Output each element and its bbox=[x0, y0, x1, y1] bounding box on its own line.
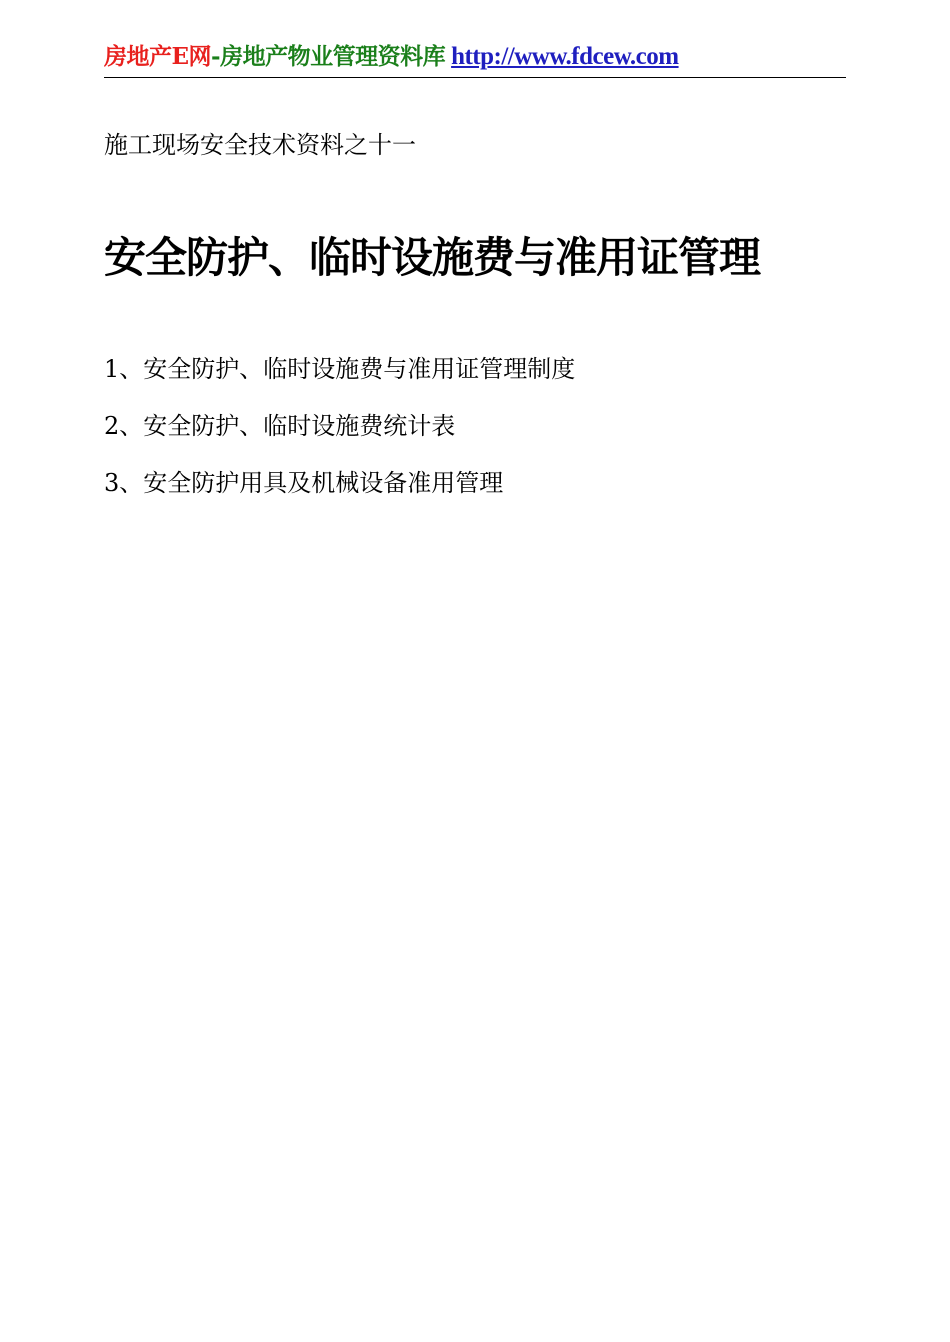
toc-item: 3、安全防护用具及机械设备准用管理 bbox=[104, 469, 504, 497]
toc-item: 1、安全防护、临时设施费与准用证管理制度 bbox=[104, 355, 576, 383]
site-name: 房地产E网 bbox=[104, 43, 212, 70]
header-separator: - bbox=[211, 43, 221, 70]
site-description: 房地产物业管理资料库 bbox=[220, 43, 446, 70]
header-line bbox=[104, 40, 846, 74]
table-of-contents bbox=[104, 352, 575, 523]
site-url-link[interactable]: http://www.fdcew.com bbox=[451, 43, 679, 70]
document-title: 安全防护、临时设施费与准用证管理 bbox=[104, 233, 761, 282]
document-subtitle: 施工现场安全技术资料之十一 bbox=[104, 131, 416, 159]
page-header bbox=[104, 40, 846, 78]
toc-item: 2、安全防护、临时设施费统计表 bbox=[104, 412, 456, 440]
